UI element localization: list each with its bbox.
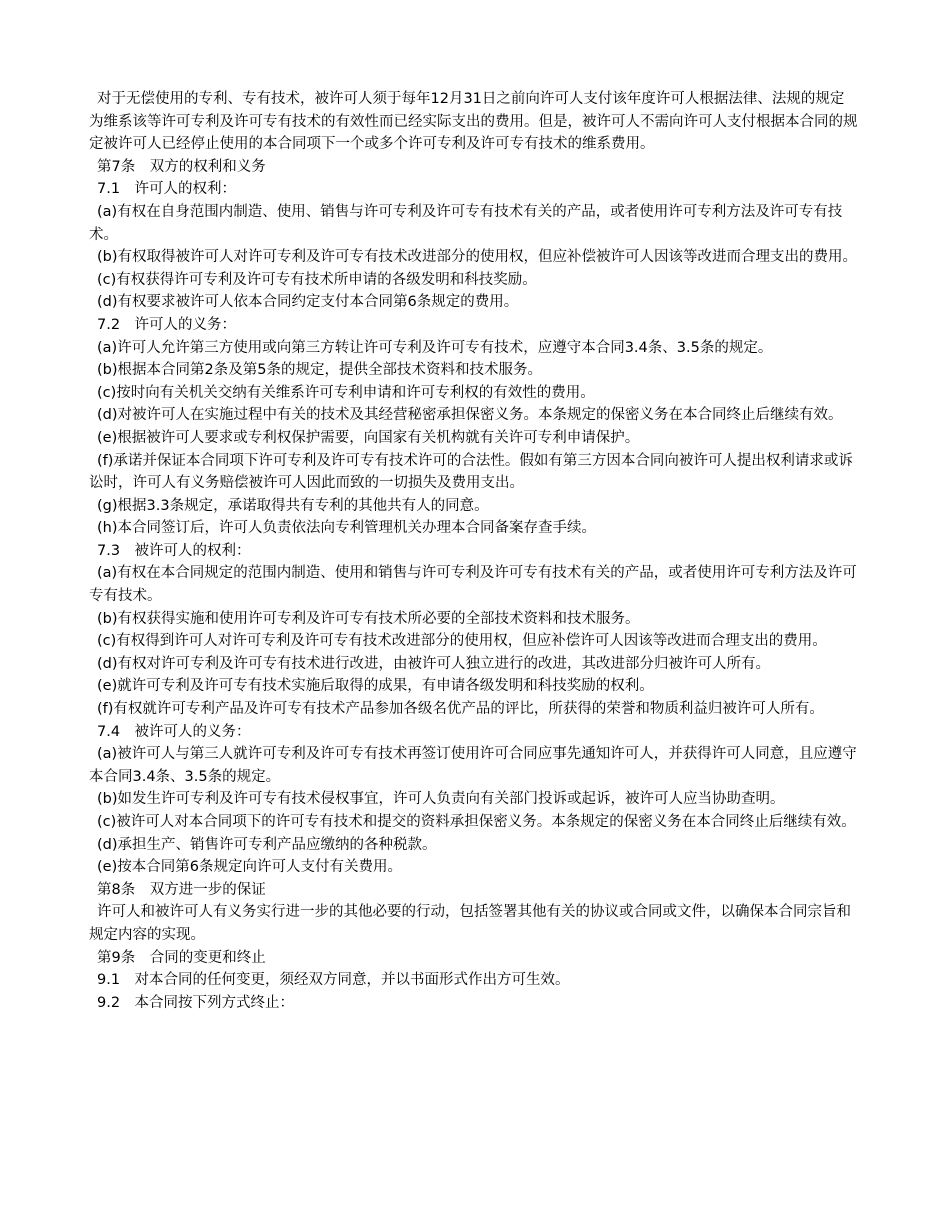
clause-item: (g)根据3.3条规定，承诺取得共有专利的其他共有人的同意。 [97, 497, 489, 514]
clause-item: (d)对被许可人在实施过程中有关的技术及其经营秘密承担保密义务。本条规定的保密义务在本合同终止后继续有效。 [97, 407, 843, 424]
clause-item: (h)本合同签订后，许可人负责依法向专利管理机关办理本合同备案存查手续。 [97, 520, 597, 537]
clause-item: (a)许可人允许第三方使用或向第三方转让许可专利及许可专有技术，应遵守本合同3.4条、3.5条的规定。 [97, 339, 773, 356]
clause-item: (d)有权要求被许可人依本合同约定支付本合同第6条规定的费用。 [97, 294, 519, 311]
subsection-heading: 7.1 许可人的权利： [97, 181, 237, 198]
clause-item: (b)如发生许可专利及许可专有技术侵权事宜，许可人负责向有关部门投诉或起诉，被许可人应当协助查明。 [97, 791, 785, 808]
clause-item: (c)有权获得许可专利及许可专有技术所申请的各级发明和科技奖励。 [97, 271, 537, 288]
clause-item: (c)按时向有关机关交纳有关维系许可专利申请和许可专利权的有效性的费用。 [97, 384, 595, 401]
subsection-heading: 7.4 被许可人的义务： [97, 723, 251, 740]
clause-item: (c)被许可人对本合同项下的许可专有技术和提交的资料承担保密义务。本条规定的保密义务在本合同终止后继续有效。 [97, 814, 856, 830]
clause-item: (d)有权对许可专利及许可专有技术进行改进，由被许可人独立进行的改进，其改进部分归被许可人所有。 [97, 655, 771, 672]
clause-item: (e)按本合同第6条规定向许可人支付有关费用。 [97, 859, 402, 876]
clause-item: (f)有权就许可专利产品及许可专有技术产品参加各级名优产品的评比，所获得的荣誉和物质利益归被许可人所有。 [97, 701, 824, 718]
clause-item: (e)根据被许可人要求或专利权保护需要，向国家有关机构就有关许可专利申请保护。 [97, 429, 640, 446]
clause-item: (d)承担生产、销售许可专利产品应缴纳的各种税款。 [97, 836, 437, 853]
clause-item: (e)就许可专利及许可专有技术实施后取得的成果，有申请各级发明和科技奖励的权利。 [97, 678, 654, 695]
clause-item: (f)承诺并保证本合同项下许可专利及许可专有技术许可的合法性。假如有第三方因本合同向被许可人提出权利请求或诉讼时，许可人有义务赔偿被许可人因此而致的一切损失及费用支出。 [89, 452, 853, 492]
subsection-heading: 7.2 许可人的义务： [97, 316, 237, 333]
clause-item: (a)有权在自身范围内制造、使用、销售与许可专利及许可专有技术有关的产品，或者使用许可专利方法及许可专有技术。 [89, 203, 843, 243]
subsection-heading: 9.2 本合同按下列方式终止： [97, 994, 295, 1011]
subsection-heading: 9.1 对本合同的任何变更，须经双方同意，并以书面形式作出方可生效。 [97, 972, 570, 989]
subsection-heading: 7.3 被许可人的权利： [97, 542, 251, 559]
clause-item: (b)有权获得实施和使用许可专利及许可专有技术所必要的全部技术资料和技术服务。 [97, 610, 640, 627]
clause-item: (b)根据本合同第2条及第5条的规定，提供全部技术资料和技术服务。 [97, 362, 542, 379]
section-heading: 第9条 合同的变更和终止 [97, 949, 266, 966]
clause-item: (a)被许可人与第三人就许可专利及许可专有技术再签订使用许可合同应事先通知许可人，并获得许可人同意，且应遵守本合同3.4条、3.5条的规定。 [89, 746, 857, 785]
clause-item: (a)有权在本合同规定的范围内制造、使用和销售与许可专利及许可专有技术有关的产品，或者使用许可专利方法及许可专有技术。 [89, 565, 857, 605]
paragraph: 许可人和被许可人有义务实行进一步的其他必要的行动，包括签署其他有关的协议或合同或文件，以确保本合同宗旨和规定内容的实现。 [89, 904, 851, 943]
clause-item: (b)有权取得被许可人对许可专利及许可专有技术改进部分的使用权，但应补偿被许可人因该等改进而合理支出的费用。 [97, 249, 858, 266]
section-heading: 第7条 双方的权利和义务 [97, 158, 266, 175]
clause-item: (c)有权得到许可人对许可专利及许可专有技术改进部分的使用权，但应补偿许可人因该等改进而合理支出的费用。 [97, 633, 827, 650]
paragraph: 对于无偿使用的专利、专有技术，被许可人须于每年12月31日之前向许可人支付该年度许可人根据法律、法规的规定为维系该等许可专利及许可专有技术的有效性而已经实际支出的费用。但是，被许可人不需向许可人支付根据本合同的规定被许可人已经停止使用的本合同项下一个或多个许可专利及许可专有技术的维系费用。 [89, 91, 858, 153]
section-heading: 第8条 双方进一步的保证 [97, 881, 266, 898]
